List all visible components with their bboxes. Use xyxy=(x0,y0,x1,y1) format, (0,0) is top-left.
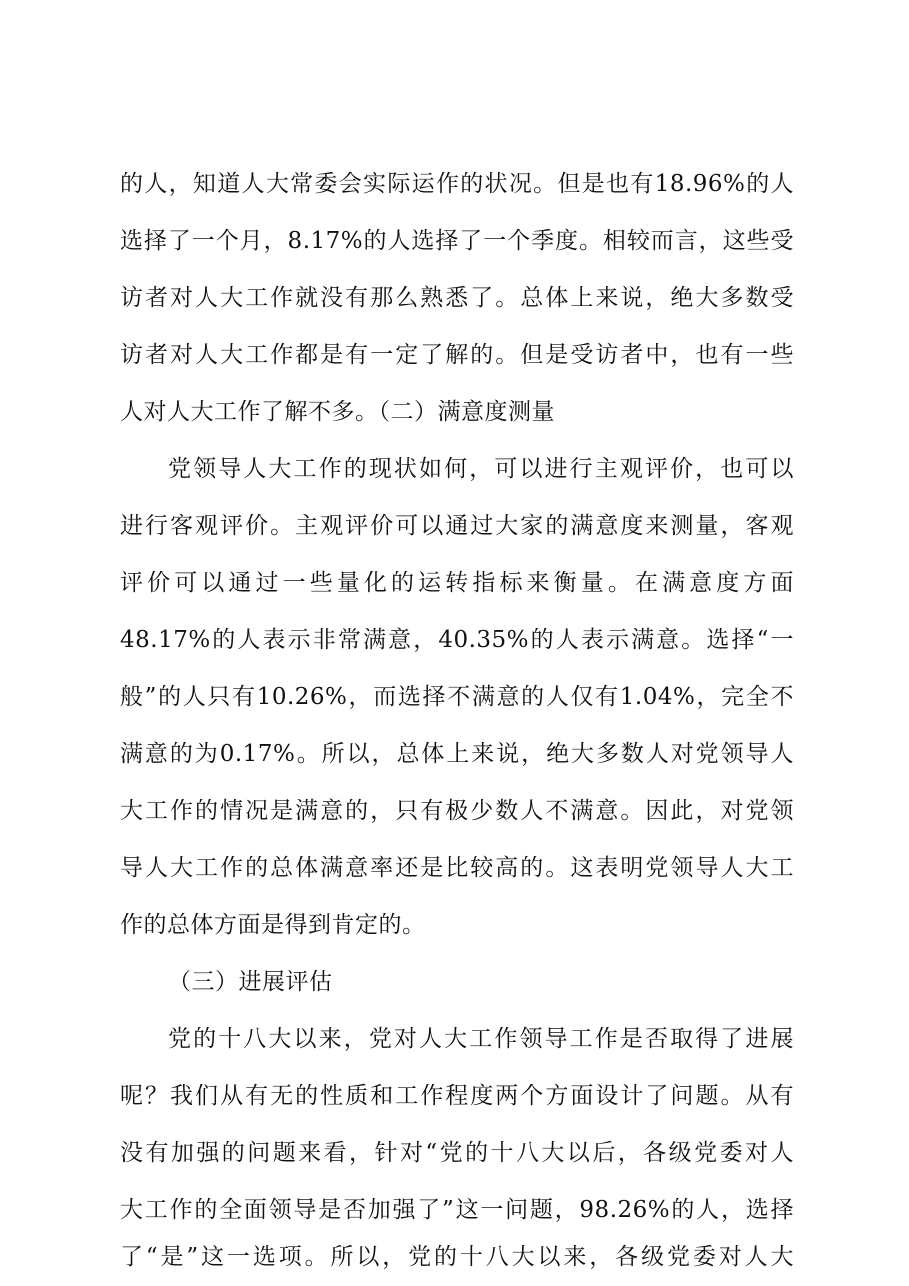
text-line: 作的总体方面是得到肯定的。 xyxy=(120,912,426,938)
text-line: 导人大工作的总体满意率还是比较高的。这表明党领导人大工 xyxy=(120,855,794,881)
text-line: 呢？我们从有无的性质和工作程度两个方面设计了问题。从有 xyxy=(120,1083,794,1109)
text-line: 访者对人大工作都是有一定了解的。但是受访者中，也有一些 xyxy=(120,342,794,368)
text-line: 了“是”这一选项。所以，党的十八大以来，各级党委对人大 xyxy=(120,1244,794,1270)
text-line: 的人，知道人大常委会实际运作的状况。但是也有18.96%的人 xyxy=(120,171,794,197)
text-line: 党的十八大以来，党对人大工作领导工作是否取得了进展 xyxy=(168,1026,794,1052)
text-line: 访者对人大工作就没有那么熟悉了。总体上来说，绝大多数受 xyxy=(120,285,794,311)
text-line: 人对人大工作了解不多。（二）满意度测量 xyxy=(120,399,555,425)
text-line: 进行客观评价。主观评价可以通过大家的满意度来测量，客观 xyxy=(120,513,794,539)
text-line: 大工作的情况是满意的，只有极少数人不满意。因此，对党领 xyxy=(120,798,794,824)
text-line: 大工作的全面领导是否加强了”这一问题，98.26%的人，选择 xyxy=(120,1197,794,1223)
text-line: 党领导人大工作的现状如何，可以进行主观评价，也可以 xyxy=(168,456,794,482)
text-line: 选择了一个月，8.17%的人选择了一个季度。相较而言，这些受 xyxy=(120,228,794,254)
text-line: 没有加强的问题来看，针对“党的十八大以后，各级党委对人 xyxy=(120,1140,794,1166)
section-heading: （三）进展评估 xyxy=(168,969,333,995)
text-line: 满意的为0.17%。所以，总体上来说，绝大多数人对党领导人 xyxy=(120,741,794,767)
text-line: 般”的人只有10.26%，而选择不满意的人仅有1.04%，完全不 xyxy=(120,684,794,710)
text-line: 评价可以通过一些量化的运转指标来衡量。在满意度方面 xyxy=(120,570,794,596)
text-line: 48.17%的人表示非常满意，40.35%的人表示满意。选择“一 xyxy=(120,627,794,653)
